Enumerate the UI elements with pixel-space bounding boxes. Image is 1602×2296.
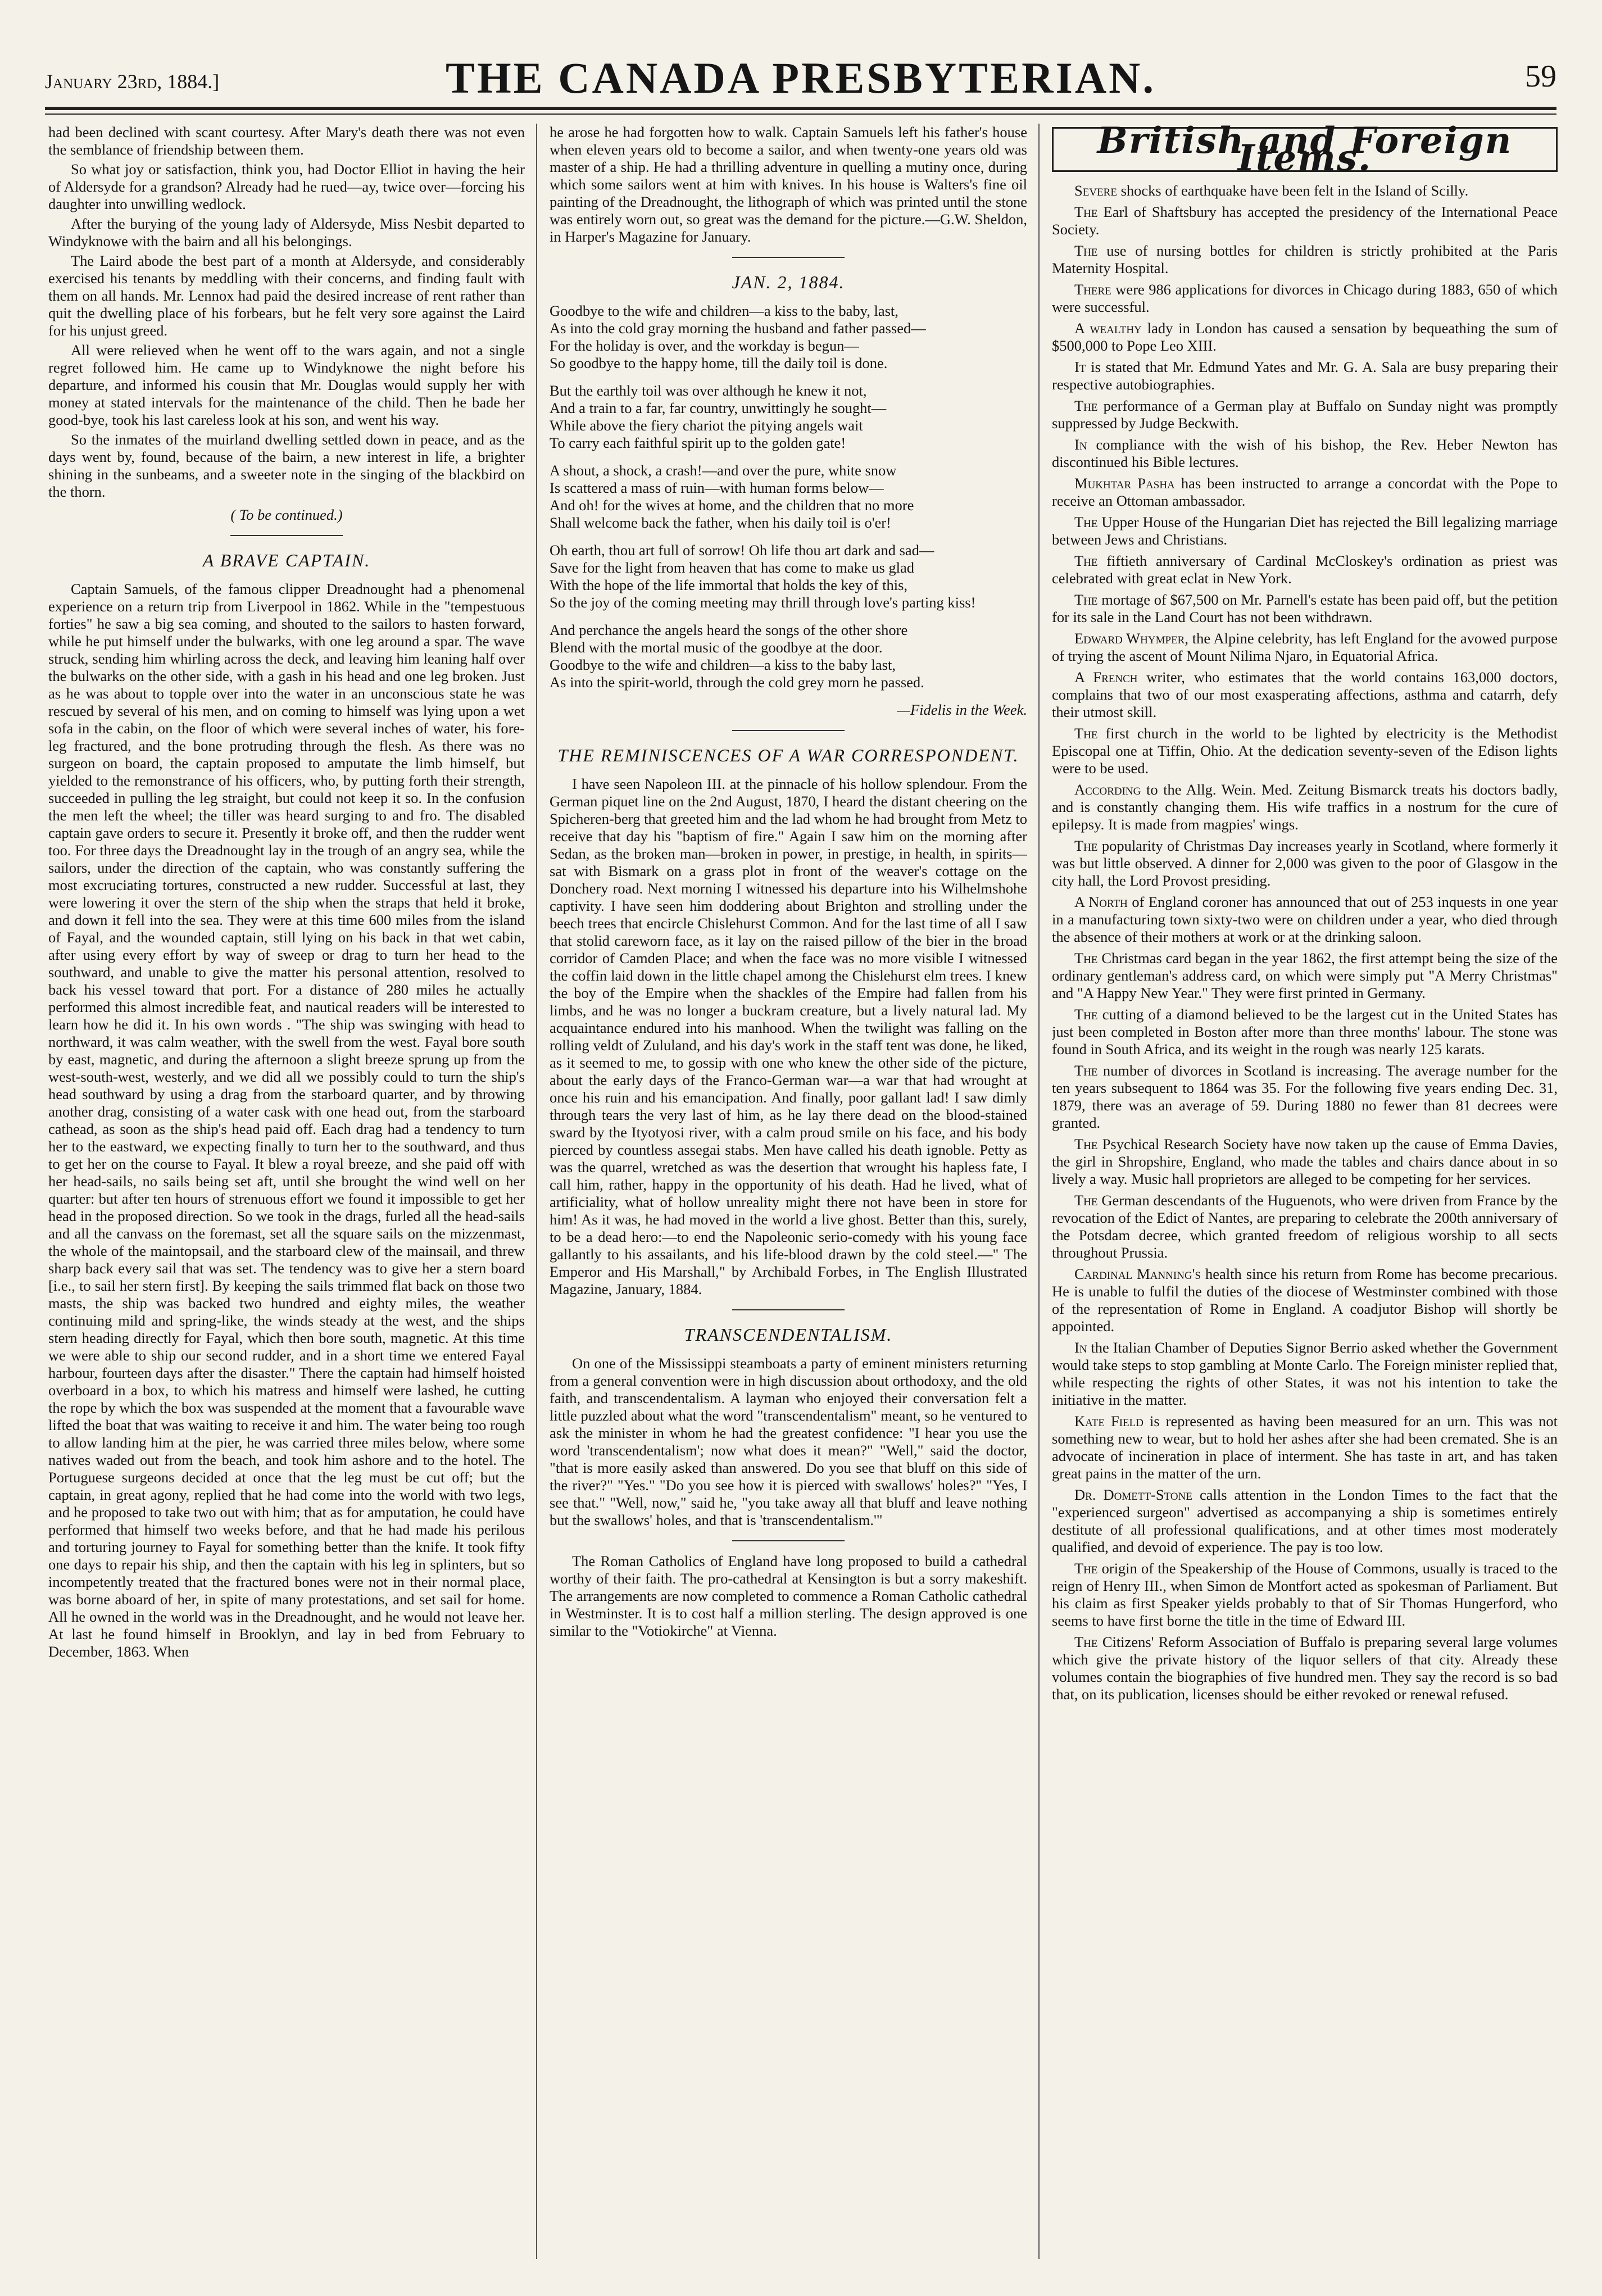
- news-item-body: shocks of earthquake have been felt in the Island of Scilly.: [1117, 182, 1469, 199]
- news-item: [1052, 893, 1558, 946]
- section-rule: [732, 1540, 845, 1541]
- poem-line: A shout, a shock, a crash!—and over the pure, white snow: [550, 462, 897, 479]
- article-paragraph: The Roman Catholics of England have long proposed to build a cathedral worthy of their faith. The pro-cathedral at Kensington is but a sorry makeshift. The arrangements are now completed to commence a Roman Catholic cathedral in Westminster. It is to cost half a million sterling. The design approved is one similar to the "Votiokirche" at Vienna.: [550, 1553, 1027, 1639]
- news-item-lead: The: [1074, 950, 1098, 967]
- poem-line: To carry each faithful spirit up to the golden gate!: [550, 434, 846, 451]
- news-item-lead: The: [1074, 591, 1098, 608]
- news-item-body: Christmas card began in the year 1862, the first attempt being the size of the ordinary gentleman's address card, on which were simply put "A Merry Christmas" and "A Happy New Year." They were first printed in Germany.: [1052, 950, 1558, 1001]
- news-item-lead: Mukhtar Pasha: [1074, 475, 1175, 492]
- section-rule: [732, 1309, 845, 1310]
- news-item-lead: The: [1074, 397, 1098, 414]
- news-item-lead: The: [1074, 1192, 1098, 1209]
- poem-line: Goodbye to the wife and children—a kiss to the baby, last,: [550, 302, 898, 319]
- news-item-body: number of divorces in Scotland is increasing. The average number for the ten years subsequent to 1864 was 35. For the following five years ending Dec. 31, 1879, there was an average of 59. During 1880 no fewer than 81 decrees were granted.: [1052, 1062, 1558, 1131]
- news-item: [1052, 630, 1558, 665]
- news-item: [1052, 359, 1558, 393]
- news-item: [1052, 1192, 1558, 1262]
- poem-line: Blend with the mortal music of the goodbye at the door.: [550, 639, 883, 656]
- news-item-lead: The: [1074, 552, 1098, 569]
- article-paragraph: Captain Samuels, of the famous clipper Dreadnought had a phenomenal experience on a return trip from Liverpool in 1862. While in the "tempestuous forties" he saw a big sea coming, and shouted to the sailors to hasten forward, while he put himself under the bulwarks, with one leg around a spar. The wave struck, sending him whirling across the deck, and leaving him leaning half over the bulwarks on the other side, with a gash in his head and one leg broken. Just as he was about to topple over into the water in an unconscious state he was rescued by several of his men, and on coming to himself was lying upon a wet sofa in the cabin, on the floor of which were several inches of water, his fore-leg fractured, and the bone protruding through the flesh. As there was no surgeon on board, the captain proposed to amputate the limb himself, but yielded to the remonstrance of his officers, who, by putting forth their strength, succeeded in pulling the leg straight, but could not keep it so. In the confusion the men left the wheel; the tiller was heard surging to and fro. The disabled captain gave orders to secure it. Presently it broke off, and then the rudder went too. For three days the Dreadnought lay in the trough of an angry sea, while the sailors, under the direction of the captain, who was constantly suffering the most excruciating tortures, constructed a new rudder. Successful at last, they were lowering it over the stern of the ship when the straps that held it broke, and down it fell into the sea. They were at this time 600 miles from the island of Fayal, and the wounded captain, still lying on his back in that wet cabin, after using every effort by way of sweep or drag to turn her head to the southward, and unable to give the matter his personal attention, resolved to back his vessel toward that port. For a distance of 280 miles he actually performed this almost incredible feat, and nautical readers will be interested to learn how he did it. In his own words . "The ship was swinging with head to northward, it was calm weather, with the swell from the west. Fayal bore south by east, magnetic, and during the afternoon a slight breeze sprung up from the west-south-west, westerly, and we did all we possibly could to turn the ship's head southward by using a drag from the starboard quarter, and by throwing another drag, consisting of a water cask with one head out, from the starboard cathead, as soon as the ship's head paid off. Each drag had a tendency to turn her to the eastward, we expecting finally to turn her to the southward, and thus to get her on the course to Fayal. It blew a royal breeze, and she paid off with her head-sails, no sails being set aft, until she brought the wind well on her quarter: but after ten hours of strenuous effort we found it impossible to get her head in the proposed direction. So we took in the drags, furled all the head-sails and all the canvass on the foremast, set all the square sails on the mizzenmast, the whole of the maintopsail, and the starboard clew of the mainsail, and threw sharp back every sail that was set. The tendency was to give her a stern board [i.e., to sail her stern first]. By keeping the sails trimmed flat back on those two masts, the ship was backed two hundred and eighty miles, the weather continuing mild and spring-like, the winds steady at the west, and the ships stern heading directly for Fayal, which then bore south, magnetic. At this time we were able to ship our second rudder, and in a short time we entered Fayal harbour, fourteen days after the disaster." There the captain had himself hoisted overboard in a box, to which his matress and himself were lashed, he cutting the rope by which the box was suspended at the moment that a favourable wave lifted the boat that was waiting to receive it and him. The water being too rough to allow landing him at the pier, he was carried three miles below, where some natives waded out from the beach, and took him ashore and to the hotel. The Portuguese surgeons decided at once that the leg must be cut off; but the captain, in great agony, replied that he had come into the world with two legs, and he proposed to take two out with him; that as for amputation, he could have performed that himself two weeks before, and that he had made his perilous and torturing journey to Fayal for something better than the knife. It took fifty one days to repair his ship, and then the captain with his leg in splinters, but so incompetently treated that the fractured bones were not in their normal place, was borne aboard of her, in spite of many protestations, and set sail for home. All he owned in the world was in the Dreadnought, and he would not leave her. At last he found himself in Brooklyn, and lay in bed from February to December, 1863. When: [48, 580, 525, 1660]
- news-item: [1052, 1339, 1558, 1409]
- header-rule-thin: [45, 114, 1556, 115]
- news-item-lead: Edward Whymper: [1074, 630, 1185, 647]
- article-paragraph: I have seen Napoleon III. at the pinnacle of his hollow splendour. From the German piquet line on the 2nd August, 1870, I heard the distant cheering on the Spicheren-berg that greeted him and the lad whom he had brought from Metz to receive that day his "baptism of fire." Again I saw him on the morning after Sedan, as the broken man—broken in power, in prestige, in health, in spirits—sat with Bismark on a grass plot in front of the weaver's cottage on the Donchery road. Next morning I witnessed his departure into his Wilhelmshohe captivity. I have seen him doddering about Brighton and strolling under the beech trees that encircle Chislehurst Common. And for the last time of all I saw that stolid careworn face, as it lay on the raised pillow of the bier in the broad corridor of Camden Place; and when the face was no more visible I witnessed the coffin laid down in the little chapel among the Chislehurst elm trees. I knew the boy of the Empire when the shackles of the Empire had fallen from his limbs, and he was no longer a buckram creature, but a lively natural lad. My acquaintance endured into his manhood. When the twilight was falling on the rolling veldt of Zululand, and his day's work in the staff tent was done, he liked, as it seemed to me, to gossip with one who knew the other side of the picture, about the early days of the Franco-German war—a war that had wrought at once his ruin and his emancipation. And finally, poor gallant lad! I saw dimly through tears the very last of him, as he lay there dead on the blood-stained sward by the Ityotyosi river, with a calm proud smile on his face, and his body pierced by countless assegai stabs. Men have called his death ignoble. Petty as was the quarrel, wretched as was the desertion that wrought his hapless fate, I call him, rather, happy in the opportunity of his death. Had he lived, what of artificiality, what of hollow unreality might there not have been in store for him! As it was, he had moved in the world a live ghost. Better than this, surely, to be a dead hero:—to end the Napoleonic serio-comedy with his young face gallantly to his assailants, and his life-blood drawn by the cold steel.—" The Emperor and His Marshall," by Archibald Forbes, in The English Illustrated Magazine, January, 1884.: [550, 775, 1027, 1297]
- news-item-body: popularity of Christmas Day increases yearly in Scotland, where formerly it was but little observed. A dinner for 2,000 was given to the poor of Glasgow in the city hall, the Lord Provost presiding.: [1052, 837, 1558, 889]
- news-item-lead: There: [1074, 281, 1111, 298]
- news-item: [1052, 1560, 1558, 1630]
- news-item-body: German descendants of the Huguenots, who were driven from France by the revocation of the Edict of Nantes, are preparing to celebrate the 200th anniversary of the Potsdam decree, which granted freedom of religious worship to all sects throughout Prussia.: [1052, 1192, 1558, 1261]
- news-item-body: fiftieth anniversary of Cardinal McCloskey's ordination as priest was celebrated with great eclat in New York.: [1052, 552, 1558, 587]
- article-heading-war-correspondent: THE REMINISCENCES OF A WAR CORRESPONDENT.: [557, 745, 1019, 765]
- news-item-body: performance of a German play at Buffalo on Sunday night was promptly suppressed by Judge Beckwith.: [1052, 397, 1558, 432]
- article-paragraph: On one of the Mississippi steamboats a party of eminent ministers returning from a general convention were in high discussion about orthodoxy, and the old faith, and transcendentalism. A layman who enjoyed their conversation felt a little puzzled about what the word "transcendentalism" meant, so he ventured to ask the minister in whom he had the greatest confidence: "I hear you use the word 'transcendentalism'; now what does it mean?" "Well," said the doctor, "that is more easily asked than answered. Do you see that bluff on this side of the river?" "Yes." "Do you see how it is pierced with swallows' holes?" "Yes, I see that." "Well, now," said he, "you take away all that bluff and leave nothing but the swallows' holes, and that is 'transcendentalism.'": [550, 1355, 1027, 1528]
- poem-line: And oh! for the wives at home, and the children that no more: [550, 497, 914, 514]
- news-item-body: use of nursing bottles for children is strictly prohibited at the Paris Maternity Hospital.: [1052, 242, 1558, 276]
- news-item-body: origin of the Speakership of the House of Commons, usually is traced to the reign of Henry III., when Simon de Montfort acted as spokesman of Parliament. But his claim as first Speaker yields probably to that of Sir Thomas Hungerford, who seems to have first borne the title in the time of Edward III.: [1052, 1560, 1558, 1629]
- news-item: [1052, 203, 1558, 238]
- news-item: [1052, 514, 1558, 548]
- poem-line: Shall welcome back the father, when his daily toil is o'er!: [550, 514, 891, 531]
- news-item-lead: Severe: [1074, 182, 1117, 199]
- poem: [550, 302, 1027, 691]
- news-item-lead: The: [1074, 1062, 1098, 1079]
- section-rule: [732, 257, 845, 258]
- publication-title: THE CANADA PRESBYTERIAN.: [445, 53, 1156, 102]
- page-number: 59: [1525, 59, 1556, 94]
- news-item-lead: In: [1074, 1339, 1087, 1356]
- news-item-lead: Kate Field: [1074, 1413, 1143, 1430]
- news-item-lead: A wealthy: [1074, 320, 1142, 337]
- news-item: [1052, 725, 1558, 777]
- poem-stanza: [550, 302, 1027, 372]
- news-item: [1052, 1413, 1558, 1482]
- news-item-lead: The: [1074, 837, 1098, 854]
- issue-date: January 23rd, 1884.]: [45, 70, 220, 93]
- story-paragraph: So what joy or satisfaction, think you, had Doctor Elliot in having the heir of Aldersyde for a grandson? Already had he rued—ay, twice over—forcing his daughter into unwilling wedlock.: [48, 161, 525, 212]
- story-paragraph: After the burying of the young lady of Aldersyde, Miss Nesbit departed to Windyknowe with the bairn and all his belongings.: [48, 215, 525, 249]
- news-item-body: is represented as having been measured for an urn. This was not something new to wear, but to hold her ashes after she had been cremated. She is an advocate of incineration in place of interment. She has taste in art, and has taken great pains in the matter of the urn.: [1052, 1413, 1558, 1482]
- news-item-lead: The: [1074, 203, 1098, 220]
- news-item-body: Psychical Research Society have now taken up the cause of Emma Davies, the girl in Shropshire, England, who made the tables and chairs dance about in so lively a way. Music hall proprietors are alleged to be competing for her services.: [1052, 1136, 1558, 1187]
- column-1: [48, 124, 525, 2259]
- article-paragraph: he arose he had forgotten how to walk. Captain Samuels left his father's house when eleven years old to become a sailor, and when twenty-one years old was master of a ship. He had a thrilling adventure in quelling a mutiny once, during which some sailors went at him with knives. In his house is Walters's fine oil painting of the Dreadnought, the lithograph of which was printed until the stone was entirely worn out, so great was the demand for the picture.—G.W. Sheldon, in Harper's Magazine for January.: [550, 124, 1027, 245]
- poem-line: But the earthly toil was over although he knew it not,: [550, 382, 867, 399]
- column-divider: [1038, 124, 1040, 2259]
- news-item: [1052, 591, 1558, 626]
- news-item-lead: It: [1074, 359, 1086, 375]
- story-paragraph: had been declined with scant courtesy. After Mary's death there was not even the semblance of friendship between them.: [48, 124, 525, 158]
- news-item-lead: The: [1074, 725, 1098, 742]
- story-paragraph: All were relieved when he went off to the wars again, and not a single regret followed him. He came up to Windyknowe the night before his departure, and informed his cousin that Mr. Douglas would supply her with money at stated intervals for the maintenance of the child. Then he bade her good-bye, took his last careless look at his son, and went his way.: [48, 342, 525, 428]
- news-item-lead: The: [1074, 1006, 1098, 1023]
- news-item-lead: The: [1074, 1633, 1098, 1650]
- news-item-lead: Dr. Domett-Stone: [1074, 1486, 1192, 1503]
- poem-stanza: [550, 621, 1027, 691]
- news-item: [1052, 1265, 1558, 1335]
- news-item-lead: In: [1074, 436, 1087, 453]
- poem-stanza: [550, 382, 1027, 452]
- news-item-body: lady in London has caused a sensation by bequeathing the sum of $500,000 to Pope Leo XIII.: [1052, 320, 1558, 354]
- news-item-lead: A French: [1074, 669, 1138, 686]
- poem-line: As into the spirit-world, through the cold grey morn he passed.: [550, 674, 924, 691]
- news-items-list: [1052, 182, 1558, 1703]
- news-item-body: compliance with the wish of his bishop, the Rev. Heber Newton has discontinued his Bible lectures.: [1052, 436, 1558, 470]
- section-rule: [230, 535, 343, 536]
- article-heading-brave-captain: A BRAVE CAPTAIN.: [202, 550, 371, 570]
- news-item-body: mortage of $67,500 on Mr. Parnell's estate has been paid off, but the petition for its sale in the Land Court has not been withdrawn.: [1052, 591, 1558, 625]
- story-paragraph: The Laird abode the best part of a month at Aldersyde, and considerably exercised his tenants by meddling with their concerns, and finding fault with them on all hands. Mr. Lennox had paid the desired increase of rent rather than quit the dwelling place of his forbears, but he felt very sore against the Laird for his unjust greed.: [48, 252, 525, 339]
- poem-line: Save for the light from heaven that has come to make us glad: [550, 559, 915, 576]
- news-item-body: , the Alpine celebrity, has left England for the avowed purpose of trying the ascent of Mount Nilima Njaro, in Equatorial Africa.: [1052, 630, 1558, 664]
- news-item-lead: The: [1074, 1136, 1098, 1152]
- poem-stanza: [550, 542, 1027, 611]
- news-item: [1052, 837, 1558, 890]
- news-item: [1052, 182, 1558, 199]
- news-item-body: Earl of Shaftsbury has accepted the presidency of the International Peace Society.: [1052, 203, 1558, 238]
- news-item: [1052, 1136, 1558, 1188]
- column-3: [1052, 124, 1558, 2259]
- news-item: [1052, 781, 1558, 833]
- news-item-body: Citizens' Reform Association of Buffalo is preparing several large volumes which give the private history of the liquor sellers of that city. Already these volumes contain the biographies of five hundred men. They say the record is so bad that, on its publication, licenses should be either revoked or renewal refused.: [1052, 1633, 1558, 1703]
- poem-line: Goodbye to the wife and children—a kiss to the baby last,: [550, 656, 896, 673]
- news-item: [1052, 1486, 1558, 1556]
- news-item: [1052, 281, 1558, 316]
- column-divider: [536, 124, 537, 2259]
- news-item-body: of England coroner has announced that out of 253 inquests in one year in a manufacturing town sixty-two were on children under a year, who died through the absence of their mothers at work or at the drinking saloon.: [1052, 893, 1558, 945]
- poem-line: Oh earth, thou art full of sorrow! Oh life thou art dark and sad—: [550, 542, 934, 559]
- news-item: [1052, 552, 1558, 587]
- poem-line: And perchance the angels heard the songs of the other shore: [550, 621, 908, 638]
- column-2: [550, 124, 1027, 2259]
- news-item: [1052, 1006, 1558, 1058]
- news-item-body: were 986 applications for divorces in Chicago during 1883, 650 of which were successful.: [1052, 281, 1558, 315]
- poem-line: For the holiday is over, and the workday is begun—: [550, 337, 859, 354]
- poem-line: As into the cold gray morning the husband and father passed—: [550, 320, 926, 337]
- news-item-lead: The: [1074, 514, 1098, 530]
- news-item: [1052, 1633, 1558, 1703]
- to-be-continued: ( To be continued.): [230, 506, 343, 523]
- news-item: [1052, 436, 1558, 471]
- section-rule: [732, 730, 845, 731]
- news-item-lead: The: [1074, 242, 1098, 259]
- poem-line: So the joy of the coming meeting may thrill through love's parting kiss!: [550, 594, 976, 611]
- poem-credit: —Fidelis in the Week.: [897, 701, 1027, 718]
- news-item-body: is stated that Mr. Edmund Yates and Mr. G. A. Sala are busy preparing their respective autobiographies.: [1052, 359, 1558, 393]
- news-item: [1052, 669, 1558, 721]
- news-item-body: to the Allg. Wein. Med. Zeitung Bismarck treats his doctors badly, and is constantly changing them. His wife traffics in a nostrum for the cure of epilepsy. It is made from magpies' wings.: [1052, 781, 1558, 833]
- news-item: [1052, 320, 1558, 355]
- news-item-lead: According: [1074, 781, 1141, 798]
- masthead: [45, 47, 1556, 102]
- news-item: [1052, 1062, 1558, 1132]
- news-item-lead: Cardinal Manning's: [1074, 1265, 1201, 1282]
- news-item-body: health since his return from Rome has become precarious. He is unable to fulfil the duties of the diocese of Westminster combined with those of the representation of Rome in England. A coadjutor Bishop will shortly be appointed.: [1052, 1265, 1558, 1335]
- news-item-body: cutting of a diamond believed to be the largest cut in the United States has just been completed in Boston after more than three months' labour. The stone was found in South Africa, and its weight in the rough was nearly 125 karats.: [1052, 1006, 1558, 1058]
- poem-line: So goodbye to the happy home, till the daily toil is done.: [550, 355, 888, 371]
- poem-line: And a train to a far, far country, unwittingly he sought—: [550, 400, 887, 416]
- news-item: [1052, 397, 1558, 432]
- article-heading-transcendentalism: TRANSCENDENTALISM.: [684, 1324, 893, 1345]
- news-item-body: calls attention in the London Times to the fact that the "experienced surgeon" advertised as accompanying a ship is sometimes entirely destitute of all professional qualifications, and at other times most moderately qualified, and devoid of experience. The pay is too low.: [1052, 1486, 1558, 1555]
- news-item-lead: A North: [1074, 893, 1128, 910]
- news-item-body: first church in the world to be lighted by electricity is the Methodist Episcopal one at Tiffin, Ohio. At the dedication seventy-seven of the Edison lights were to be used.: [1052, 725, 1558, 777]
- header-rule: [45, 107, 1556, 110]
- news-item: [1052, 950, 1558, 1002]
- news-item-body: the Italian Chamber of Deputies Signor Berrio asked whether the Government would take steps to stop gambling at Monte Carlo. The Foreign minister replied that, while respecting the rights of other States, it was not his intention to take the initiative in the matter.: [1052, 1339, 1558, 1408]
- news-item-body: has been instructed to arrange a concordat with the Pope to receive an Ottoman ambassador.: [1052, 475, 1558, 509]
- news-item-lead: The: [1074, 1560, 1098, 1577]
- story-paragraph: So the inmates of the muirland dwelling settled down in peace, and as the days went by, found, because of the bairn, a new interest in life, a brighter shining in the sunbeams, and a sweeter note in the singing of the blackbird on the thorn.: [48, 431, 525, 500]
- poem-line: With the hope of the life immortal that holds the key of this,: [550, 577, 908, 593]
- poem-line: While above the fiery chariot the pitying angels wait: [550, 417, 863, 434]
- section-heading-british-foreign: British and Foreign Items.: [1052, 127, 1558, 172]
- news-item: [1052, 242, 1558, 277]
- poem-line: Is scattered a mass of ruin—with human forms below—: [550, 479, 884, 496]
- poem-heading: JAN. 2, 1884.: [732, 272, 845, 292]
- news-item-body: Upper House of the Hungarian Diet has rejected the Bill legalizing marriage between Jews and Christians.: [1052, 514, 1558, 548]
- news-item: [1052, 475, 1558, 510]
- news-item-body: writer, who estimates that the world contains 163,000 doctors, complains that two of our most exasperating affections, asthma and catarrh, defy their utmost skill.: [1052, 669, 1558, 720]
- poem-stanza: [550, 462, 1027, 532]
